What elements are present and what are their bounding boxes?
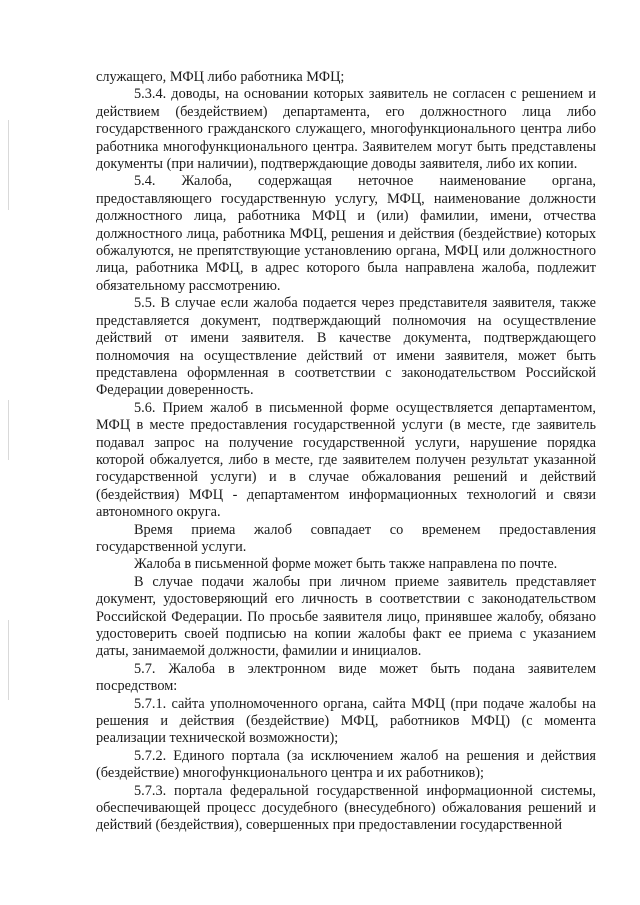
paragraph-5-4: 5.4. Жалоба, содержащая неточное наименование органа, предоставляющего государственную услугу, МФЦ, наименование должности должностного лица, работника МФЦ и (или) фамилии, имени, отчества должностного лица, работника МФЦ, решения и действия (бездействие) которых обжалуются, не препятствующие установлению органа, МФЦ или должностного лица, работника МФЦ, в адрес которого была направлена жалоба, подлежит обязательному рассмотрению. [96,173,596,294]
scan-margin-mark [8,620,9,700]
paragraph-5-5: 5.5. В случае если жалоба подается через представителя заявителя, также представляется документ, подтверждающий полномочия на осуществление действий от имени заявителя. В качестве документа, подтверждающего полномочия на осуществление действий от имени заявителя, может быть представлена оформленная в соответствии с законодательством Российской Федерации доверенность. [96,295,596,399]
scan-margin-mark [8,400,9,460]
paragraph-5-7-3: 5.7.3. портала федеральной государственной информационной системы, обеспечивающей процесс досудебного (внесудебного) обжалования решений и действий (бездействия), совершенных при предоставлении государственной [96,782,596,834]
document-body [96,69,596,835]
paragraph-5-7-2: 5.7.2. Единого портала (за исключением жалоб на решения и действия (бездействие) многофункционального центра и их работников); [96,747,596,782]
paragraph-continuation: служащего, МФЦ либо работника МФЦ; [96,69,345,85]
paragraph-5-3-4: 5.3.4. доводы, на основании которых заявитель не согласен с решением и действием (бездействием) департамента, его должностного лица либо государственного гражданского служащего, многофункционального центра либо работника многофункционального центра. Заявителем могут быть представлены документы (при наличии), подтверждающие доводы заявителя, либо их копии. [96,86,596,173]
paragraph-reception-time: Время приема жалоб совпадает со временем предоставления государственной услуги. [96,521,596,555]
paragraph-5-7-1: 5.7.1. сайта уполномоченного органа, сайта МФЦ (при подаче жалобы на решения и действия (бездействие) МФЦ, работников МФЦ) (с момента реализации технической возможности); [96,695,596,747]
scan-margin-mark [8,120,9,210]
paragraph-5-6: 5.6. Прием жалоб в письменной форме осуществляется департаментом, МФЦ в месте предоставления государственной услуги (в месте, где заявитель подавал запрос на получение государственной услуги, нарушение порядка которой обжалуется, либо в месте, где заявителем получен результат указанной государственной услуги) и в случае обжалования решений и действий (бездействия) МФЦ - департаментом информационных технологий и связи автономного округа. [96,399,596,521]
paragraph-5-7: 5.7. Жалоба в электронном виде может быть подана заявителем посредством: [96,660,596,695]
paragraph-personal-reception: В случае подачи жалобы при личном приеме заявитель представляет документ, удостоверяющий его личность в соответствии с законодательством Российской Федерации. По просьбе заявителя лицо, принявшее жалобу, обязано удостоверить своей подписью на копии жалобы факт ее приема с указанием даты, занимаемой должности, фамилии и инициалов. [96,573,596,660]
paragraph-by-post: Жалоба в письменной форме может быть также направлена по почте. [134,556,558,573]
